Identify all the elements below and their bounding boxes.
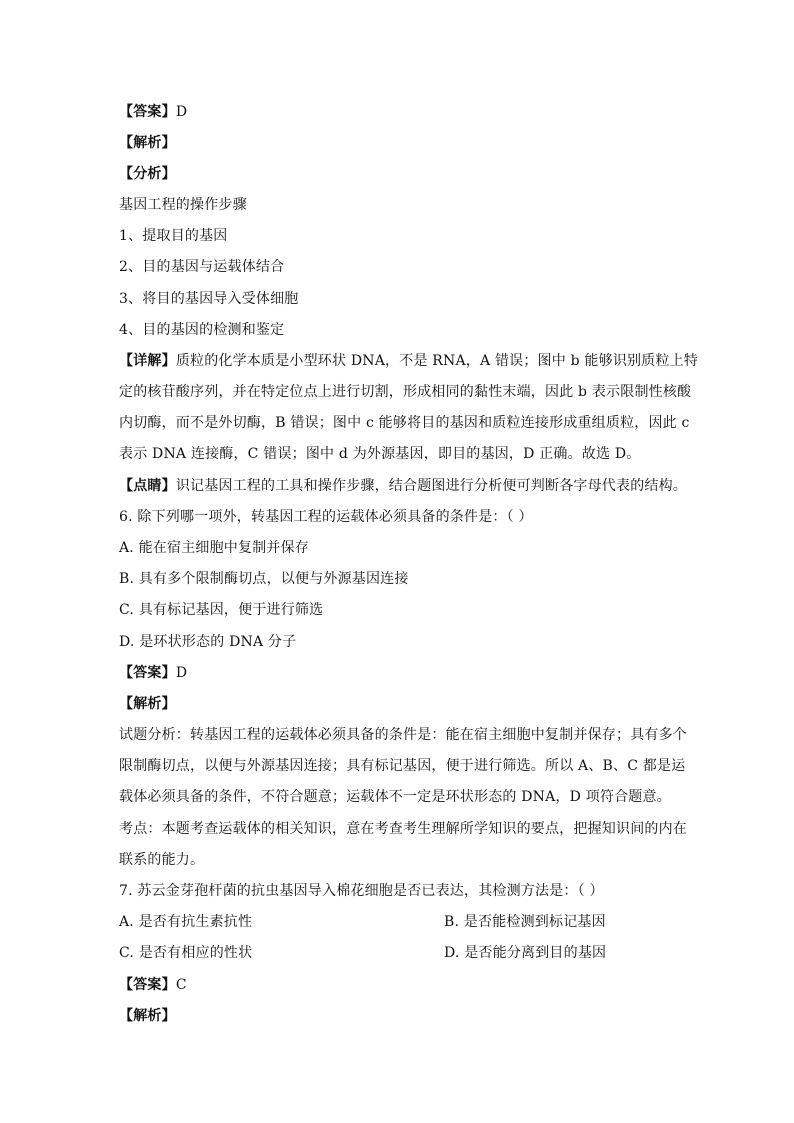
q5-detail-line-4: 表示 DNA 连接酶，C 错误；图中 d 为外源基因，即目的基因，D 正确。故选 D。 (119, 446, 641, 462)
q5-fenxi-tag: 【分析】 (119, 166, 176, 182)
answer-value: C (175, 977, 187, 993)
q6-analysis-tag: 【解析】 (119, 696, 176, 712)
q6-stem: 6. 除下列哪一项外，转基因工程的运载体必须具备的条件是：（ ） (119, 509, 533, 525)
q5-step-3: 3、将目的基因导入受体细胞 (119, 291, 299, 307)
q6-analysis-line-2: 限制酶切点，以便与外源基因连接；具有标记基因，便于进行筛选。所以 A、B、C 都是运 (119, 758, 686, 774)
answer-tag: 【答案】 (119, 104, 176, 120)
answer-value: D (175, 104, 188, 120)
q6-option-a: A. 能在宿主细胞中复制并保存 (119, 540, 310, 556)
answer-tag: 【答案】 (119, 665, 176, 681)
q7-stem: 7. 苏云金芽孢杆菌的抗虫基因导入棉花细胞是否已表达，其检测方法是：（ ） (119, 883, 604, 899)
q7-option-a: A. 是否有抗生素抗性 (119, 914, 253, 930)
answer-tag: 【答案】 (119, 977, 176, 993)
q6-analysis-line-3: 载体必须具备的条件，不符合题意；运载体不一定是环状形态的 DNA，D 项符合题意。 (119, 789, 671, 805)
detail-tag: 【详解】 (119, 353, 176, 369)
q7-analysis-tag: 【解析】 (119, 1008, 176, 1024)
q5-dianjing-line (119, 476, 688, 496)
q6-option-c: C. 具有标记基因，便于进行筛选 (119, 602, 324, 618)
answer-value: D (175, 665, 188, 681)
q6-option-d: D. 是环状形态的 DNA 分子 (119, 634, 297, 650)
q6-kaodian-line-2: 联系的能力。 (119, 852, 205, 868)
q5-steps-title: 基因工程的操作步骤 (119, 197, 247, 213)
dianjing-text: 识记基因工程的工具和操作步骤，结合题图进行分析便可判断各字母代表的结构。 (175, 478, 688, 494)
q7-option-b: B. 是否能检测到标记基因 (444, 914, 606, 930)
q5-step-1: 1、提取目的基因 (119, 228, 228, 244)
q5-detail-line-2: 定的核苷酸序列，并在特定位点上进行切割，形成相同的黏性末端，因此 b 表示限制性核酸 (119, 384, 692, 400)
q5-analysis-tag: 【解析】 (119, 135, 176, 151)
q6-analysis-line-1: 试题分析：转基因工程的运载体必须具备的条件是：能在宿主细胞中复制并保存；具有多个 (119, 727, 687, 743)
dianjing-tag: 【点睛】 (119, 478, 176, 494)
q6-kaodian-line-1: 考点：本题考查运载体的相关知识，意在考查考生理解所学知识的要点，把握知识间的内在 (119, 821, 687, 837)
q6-option-b: B. 具有多个限制酶切点，以便与外源基因连接 (119, 571, 409, 587)
q7-options-row-2 (119, 943, 679, 963)
q6-answer-line (119, 663, 679, 683)
q7-option-c: C. 是否有相应的性状 (119, 945, 253, 961)
q7-options-row-1 (119, 912, 679, 932)
q5-step-2: 2、目的基因与运载体结合 (119, 259, 285, 275)
q5-detail-line-3: 内切酶，而不是外切酶，B 错误；图中 c 能够将目的基因和质粒连接形成重组质粒，因此 c (119, 415, 690, 431)
q5-answer-line (119, 102, 679, 122)
q7-option-d: D. 是否能分离到目的基因 (444, 945, 607, 961)
detail-text: 质粒的化学本质是小型环状 DNA，不是 RNA，A 错误；图中 b 能够识别质粒上特 (175, 353, 699, 369)
q5-detail-line-1 (119, 351, 699, 371)
q7-answer-line (119, 975, 679, 995)
q5-step-4: 4、目的基因的检测和鉴定 (119, 322, 285, 338)
